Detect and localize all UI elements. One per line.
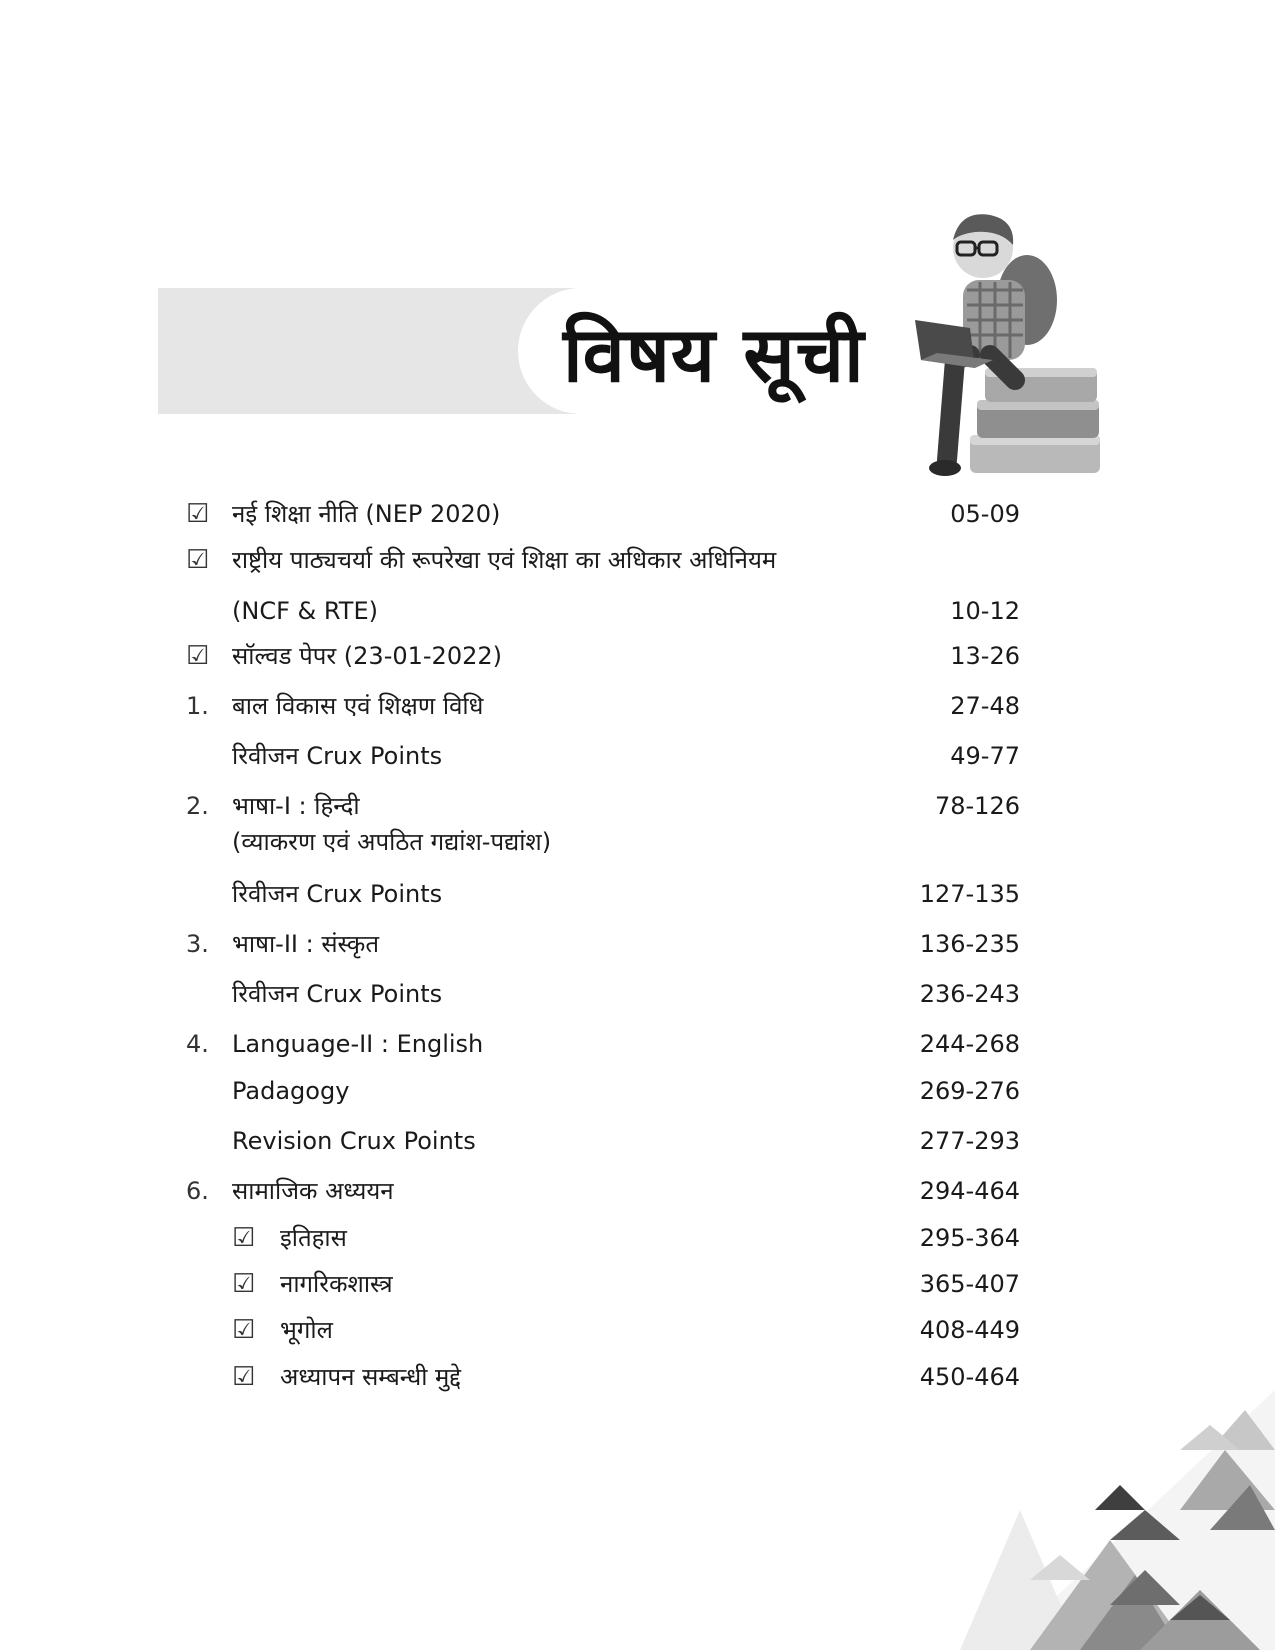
toc-entry-label: सॉल्वड पेपर (23-01-2022) bbox=[232, 642, 502, 670]
checkbox-icon: ☑ bbox=[186, 641, 210, 671]
chapter-number: 2. bbox=[186, 792, 209, 820]
toc-entry bbox=[0, 974, 1275, 1014]
checkbox-icon: ☑ bbox=[186, 545, 210, 575]
chapter-number: 4. bbox=[186, 1030, 209, 1058]
toc-entry-pages: 10-12 bbox=[950, 597, 1020, 625]
chapter-number: 6. bbox=[186, 1177, 209, 1205]
toc-subentry bbox=[0, 1264, 1275, 1304]
toc-entry-label: रिवीजन Crux Points bbox=[232, 742, 443, 770]
toc-entry-label: बाल विकास एवं शिक्षण विधि bbox=[232, 692, 484, 720]
toc-entry bbox=[0, 636, 1275, 676]
toc-entry-pages: 450-464 bbox=[919, 1363, 1020, 1391]
toc-entry-pages: 136-235 bbox=[919, 930, 1020, 958]
toc-entry-pages: 295-364 bbox=[919, 1224, 1020, 1252]
toc-entry-label: भाषा-II : संस्कृत bbox=[232, 930, 380, 958]
toc-entry-label: Language-II : English bbox=[232, 1030, 484, 1058]
toc-entry bbox=[0, 540, 1275, 580]
toc-entry-label: सामाजिक अध्ययन bbox=[232, 1177, 394, 1205]
toc-entry-label: (NCF & RTE) bbox=[232, 597, 378, 625]
toc-entry-pages: 78-126 bbox=[934, 792, 1020, 820]
toc-entry-label: Padagogy bbox=[232, 1077, 350, 1105]
toc-entry bbox=[0, 591, 1275, 631]
toc-entry bbox=[0, 924, 1275, 964]
toc-entry bbox=[0, 686, 1275, 726]
checkbox-icon: ☑ bbox=[232, 1315, 256, 1345]
chapter-number: 1. bbox=[186, 692, 209, 720]
toc-entry bbox=[0, 1171, 1275, 1211]
toc-entry-label: राष्ट्रीय पाठ्यचर्या की रूपरेखा एवं शिक्षा का अधिकार अधिनियम bbox=[232, 546, 777, 574]
toc-entry-pages: 294-464 bbox=[919, 1177, 1020, 1205]
toc-entry-label-line2: (व्याकरण एवं अपठित गद्यांश-पद्यांश) bbox=[232, 828, 552, 856]
toc-entry-pages: 49-77 bbox=[950, 742, 1020, 770]
checkbox-icon: ☑ bbox=[232, 1223, 256, 1253]
toc-entry-pages: 269-276 bbox=[919, 1077, 1020, 1105]
toc-entry-pages: 277-293 bbox=[919, 1127, 1020, 1155]
toc-entry bbox=[0, 1024, 1275, 1064]
toc-entry bbox=[0, 494, 1275, 534]
toc-entry-pages: 408-449 bbox=[919, 1316, 1020, 1344]
checkbox-icon: ☑ bbox=[186, 499, 210, 529]
toc-entry-pages: 236-243 bbox=[919, 980, 1020, 1008]
chapter-number: 3. bbox=[186, 930, 209, 958]
toc-entry bbox=[0, 874, 1275, 914]
page-title: विषय सूची bbox=[563, 310, 865, 399]
toc-entry-label: नागरिकशास्त्र bbox=[280, 1270, 393, 1298]
checkbox-icon: ☑ bbox=[232, 1362, 256, 1392]
toc-entry-pages: 27-48 bbox=[950, 692, 1020, 720]
decorative-triangles bbox=[880, 1390, 1275, 1650]
toc-entry-label: रिवीजन Crux Points bbox=[232, 880, 443, 908]
toc-entry-pages: 13-26 bbox=[950, 642, 1020, 670]
toc-entry-pages: 244-268 bbox=[919, 1030, 1020, 1058]
toc-entry-label: रिवीजन Crux Points bbox=[232, 980, 443, 1008]
checkbox-icon: ☑ bbox=[232, 1269, 256, 1299]
toc-entry-label: अध्यापन सम्बन्धी मुद्दे bbox=[280, 1363, 462, 1391]
toc-entry bbox=[0, 736, 1275, 776]
toc-entry-pages: 127-135 bbox=[919, 880, 1020, 908]
toc-entry bbox=[0, 1071, 1275, 1111]
toc-entry-label-line1: भाषा-I : हिन्दी bbox=[232, 792, 360, 820]
toc-entry-label: Revision Crux Points bbox=[232, 1127, 476, 1155]
toc-entry-label bbox=[232, 786, 551, 862]
toc-subentry bbox=[0, 1310, 1275, 1350]
toc-entry-label: भूगोल bbox=[280, 1316, 333, 1344]
toc-entry-pages: 05-09 bbox=[950, 500, 1020, 528]
toc-entry bbox=[0, 786, 1275, 856]
toc-entry-pages: 365-407 bbox=[919, 1270, 1020, 1298]
toc-entry-label: नई शिक्षा नीति (NEP 2020) bbox=[232, 500, 501, 528]
toc-entry-label: इतिहास bbox=[280, 1224, 347, 1252]
toc-entry bbox=[0, 1121, 1275, 1161]
toc-subentry bbox=[0, 1218, 1275, 1258]
